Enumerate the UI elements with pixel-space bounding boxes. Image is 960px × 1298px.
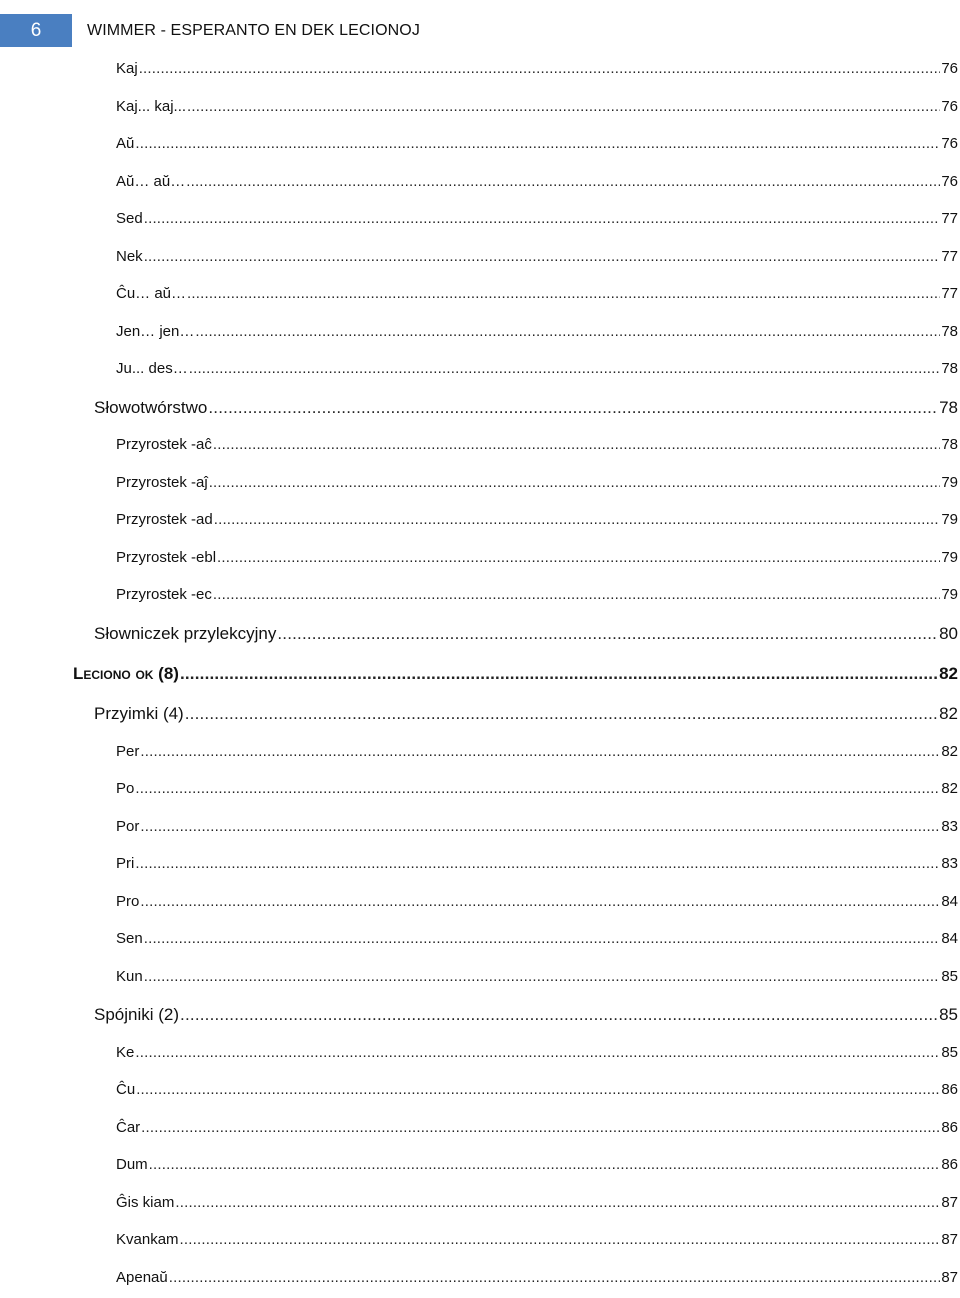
toc-entry-label: Ke <box>116 1044 134 1061</box>
table-of-contents <box>0 52 960 1298</box>
toc-entry-page-number: 80 <box>939 624 958 644</box>
toc-dot-leader <box>214 511 941 528</box>
toc-entry[interactable] <box>0 960 960 998</box>
toc-entry[interactable] <box>0 735 960 773</box>
toc-entry-page-number: 78 <box>941 360 958 377</box>
toc-dot-leader <box>144 210 941 227</box>
toc-entry-page-number: 84 <box>941 930 958 947</box>
toc-entry[interactable] <box>0 466 960 504</box>
toc-entry-page-number: 76 <box>941 98 958 115</box>
toc-dot-leader <box>136 1081 940 1098</box>
toc-dot-leader <box>180 1231 941 1248</box>
toc-entry-page-number: 86 <box>941 1156 958 1173</box>
toc-entry-page-number: 78 <box>941 436 958 453</box>
toc-entry-label: Ĉu… aŭ… <box>116 285 186 302</box>
toc-dot-leader <box>139 60 941 77</box>
toc-dot-leader <box>208 398 938 418</box>
toc-dot-leader <box>187 98 940 115</box>
toc-entry-page-number: 85 <box>939 1005 958 1025</box>
toc-entry-label: Por <box>116 818 139 835</box>
toc-entry-label: Kvankam <box>116 1231 179 1248</box>
toc-dot-leader <box>135 780 940 797</box>
toc-entry-label: Leciono ok (8) <box>73 664 179 684</box>
toc-entry[interactable] <box>0 127 960 165</box>
toc-entry[interactable] <box>0 52 960 90</box>
toc-entry[interactable] <box>0 1261 960 1298</box>
toc-dot-leader <box>144 248 941 265</box>
toc-entry[interactable] <box>0 1148 960 1186</box>
toc-entry[interactable] <box>0 1036 960 1074</box>
toc-entry[interactable] <box>0 352 960 390</box>
toc-entry-label: Sed <box>116 210 143 227</box>
toc-entry-page-number: 78 <box>939 398 958 418</box>
toc-entry[interactable] <box>0 616 960 655</box>
toc-entry[interactable] <box>0 1073 960 1111</box>
toc-entry-label: Sen <box>116 930 143 947</box>
toc-entry[interactable] <box>0 847 960 885</box>
toc-entry[interactable] <box>0 240 960 278</box>
toc-dot-leader <box>185 704 938 724</box>
toc-dot-leader <box>209 474 941 491</box>
toc-entry[interactable] <box>0 90 960 128</box>
toc-dot-leader <box>195 323 940 340</box>
toc-dot-leader <box>213 436 940 453</box>
toc-entry-page-number: 83 <box>941 855 958 872</box>
toc-entry-label: Aŭ <box>116 135 134 152</box>
page-number-box <box>0 14 72 47</box>
toc-entry[interactable] <box>0 654 960 696</box>
toc-entry[interactable] <box>0 202 960 240</box>
toc-entry[interactable] <box>0 165 960 203</box>
toc-entry-page-number: 82 <box>939 704 958 724</box>
toc-entry-page-number: 79 <box>941 549 958 566</box>
toc-dot-leader <box>180 1005 938 1025</box>
toc-entry[interactable] <box>0 315 960 353</box>
toc-entry[interactable] <box>0 541 960 579</box>
toc-dot-leader <box>217 549 940 566</box>
toc-entry-label: Apenaŭ <box>116 1269 168 1286</box>
toc-entry-page-number: 76 <box>941 60 958 77</box>
toc-dot-leader <box>135 855 940 872</box>
toc-entry-label: Per <box>116 743 139 760</box>
toc-entry-label: Dum <box>116 1156 148 1173</box>
toc-entry-label: Po <box>116 780 134 797</box>
toc-entry-page-number: 87 <box>941 1231 958 1248</box>
toc-entry-label: Pro <box>116 893 139 910</box>
toc-entry[interactable] <box>0 772 960 810</box>
toc-dot-leader <box>140 893 940 910</box>
toc-entry-label: Ĝis kiam <box>116 1194 174 1211</box>
toc-dot-leader <box>213 586 940 603</box>
toc-entry-page-number: 82 <box>941 780 958 797</box>
toc-dot-leader <box>144 968 941 985</box>
toc-entry-page-number: 76 <box>941 135 958 152</box>
page-number: 6 <box>31 20 42 42</box>
toc-entry-label: Kun <box>116 968 143 985</box>
toc-entry-label: Przyrostek -aĵ <box>116 474 208 491</box>
running-header-title: WIMMER - ESPERANTO EN DEK LECIONOJ <box>87 22 420 40</box>
toc-dot-leader <box>141 1119 940 1136</box>
toc-entry-page-number: 76 <box>941 173 958 190</box>
toc-entry-label: Przyrostek -ad <box>116 511 213 528</box>
toc-dot-leader <box>135 1044 940 1061</box>
toc-entry-page-number: 79 <box>941 474 958 491</box>
toc-entry-page-number: 85 <box>941 1044 958 1061</box>
toc-dot-leader <box>186 173 940 190</box>
toc-entry-label: Słowniczek przylekcyjny <box>94 624 276 644</box>
toc-entry[interactable] <box>0 810 960 848</box>
toc-dot-leader <box>149 1156 941 1173</box>
toc-entry-label: Przyrostek -ec <box>116 586 212 603</box>
toc-dot-leader <box>180 664 938 684</box>
toc-entry[interactable] <box>0 1223 960 1261</box>
toc-entry-page-number: 84 <box>941 893 958 910</box>
toc-entry-page-number: 78 <box>941 323 958 340</box>
toc-dot-leader <box>189 360 941 377</box>
toc-entry-label: Aŭ… aŭ… <box>116 173 185 190</box>
toc-entry-page-number: 79 <box>941 511 958 528</box>
toc-entry[interactable] <box>0 922 960 960</box>
toc-entry[interactable] <box>0 1186 960 1224</box>
toc-entry-label: Ĉu <box>116 1081 135 1098</box>
toc-entry-label: Ju... des… <box>116 360 188 377</box>
toc-dot-leader <box>135 135 940 152</box>
toc-entry-label: Słowotwórstwo <box>94 398 207 418</box>
toc-entry-label: Pri <box>116 855 134 872</box>
toc-dot-leader <box>169 1269 941 1286</box>
toc-entry-label: Przyrostek -aĉ <box>116 436 212 453</box>
toc-entry-page-number: 77 <box>941 248 958 265</box>
toc-entry-label: Kaj <box>116 60 138 77</box>
toc-dot-leader <box>144 930 941 947</box>
toc-entry-label: Kaj... kaj... <box>116 98 186 115</box>
toc-entry-page-number: 77 <box>941 210 958 227</box>
toc-dot-leader <box>277 624 938 644</box>
toc-entry[interactable] <box>0 578 960 616</box>
toc-entry-page-number: 86 <box>941 1119 958 1136</box>
toc-entry[interactable] <box>0 1111 960 1149</box>
toc-entry-label: Jen… jen… <box>116 323 194 340</box>
toc-entry[interactable] <box>0 696 960 735</box>
toc-entry-page-number: 85 <box>941 968 958 985</box>
toc-entry-page-number: 83 <box>941 818 958 835</box>
toc-entry-label: Nek <box>116 248 143 265</box>
toc-entry-page-number: 87 <box>941 1194 958 1211</box>
toc-entry[interactable] <box>0 885 960 923</box>
toc-dot-leader <box>175 1194 940 1211</box>
toc-entry[interactable] <box>0 428 960 466</box>
toc-entry[interactable] <box>0 997 960 1036</box>
toc-entry-label: Przyrostek -ebl <box>116 549 216 566</box>
toc-dot-leader <box>140 818 940 835</box>
toc-dot-leader <box>140 743 940 760</box>
toc-entry-label: Przyimki (4) <box>94 704 184 724</box>
toc-entry-page-number: 79 <box>941 586 958 603</box>
toc-entry[interactable] <box>0 277 960 315</box>
toc-entry-page-number: 82 <box>941 743 958 760</box>
toc-entry[interactable] <box>0 390 960 429</box>
toc-entry-page-number: 86 <box>941 1081 958 1098</box>
toc-entry-label: Spójniki (2) <box>94 1005 179 1025</box>
toc-entry-label: Ĉar <box>116 1119 140 1136</box>
toc-entry-page-number: 87 <box>941 1269 958 1286</box>
toc-entry[interactable] <box>0 503 960 541</box>
toc-dot-leader <box>187 285 940 302</box>
toc-entry-page-number: 77 <box>941 285 958 302</box>
toc-entry-page-number: 82 <box>939 664 958 684</box>
